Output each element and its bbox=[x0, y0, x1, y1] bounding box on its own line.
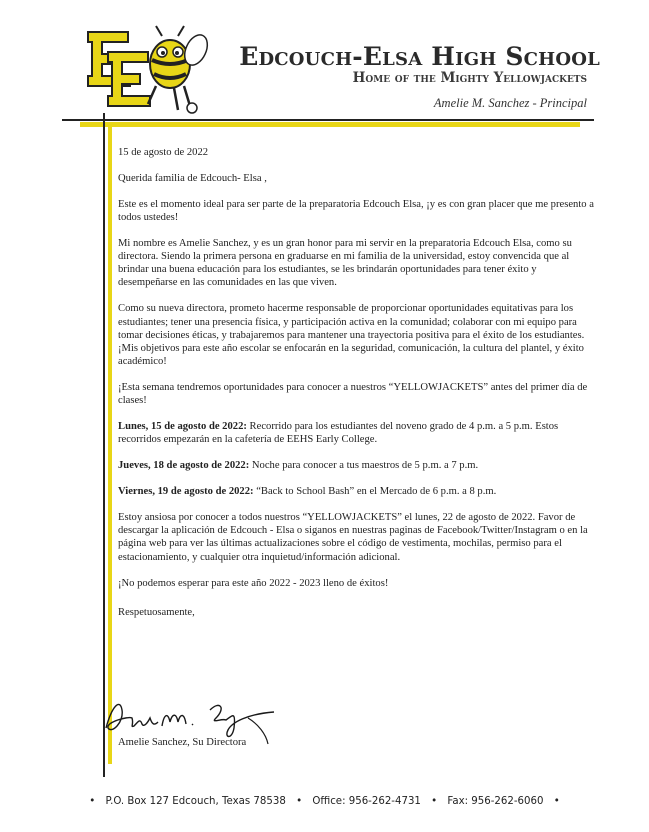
letter-paragraph: Estoy ansiosa por conocer a todos nuestros “YELLOWJACKETS” el lunes, 22 de agosto de 2022. Favor de descargar la aplicación de Edcouch - Elsa o siganos en nuestras paginas de Facebook/Twitter/Instagram o en la página web para ver las últimas actualizaciones sobre el código de vestimenta, mochilas, permiso para el estacionamiento, y cualquier otra inquietud/información adicional. bbox=[118, 512, 588, 563]
header-rule-dark bbox=[62, 119, 594, 121]
letter-paragraph: Como su nueva directora, prometo hacerme responsable de proporcionar oportunidades equitativas para los estudiantes; tener una presencia física, y participación activa en la comunidad; colaborar con mi equipo para tomar decisiones éticas, y trabajaremos para mantener una trayectoria positiva para el éxito de los estudiantes. ¡Mis objetivos para este año escolar se enfocarán en la seguridad, comunicación, la cultura del plantel, y éxito académico! bbox=[118, 303, 585, 368]
footer-fax: Fax: 956-262-6060 bbox=[447, 796, 544, 807]
event-item bbox=[118, 420, 596, 446]
bullet-icon: • bbox=[431, 796, 438, 807]
yellowjacket-mascot-icon bbox=[148, 26, 210, 113]
event-date: Lunes, 15 de agosto de 2022: bbox=[118, 421, 247, 433]
letter-paragraph: ¡No podemos esperar para este año 2022 - 2023 lleno de éxitos! bbox=[118, 577, 389, 589]
event-date: Jueves, 18 de agosto de 2022: bbox=[118, 460, 250, 472]
ee-monogram bbox=[88, 32, 150, 106]
school-tagline: Home of the Mighty Yellowjackets bbox=[352, 70, 587, 86]
header-rule-yellow bbox=[80, 122, 580, 127]
school-logo bbox=[82, 24, 210, 116]
side-rule-yellow bbox=[108, 124, 112, 764]
bullet-icon: • bbox=[553, 796, 560, 807]
side-rule-dark bbox=[103, 113, 105, 777]
signer-name: Amelie Sanchez, Su Directora bbox=[118, 737, 247, 748]
event-text: Noche para conocer a tus maestros de 5 p.m. a 7 p.m. bbox=[249, 460, 479, 472]
bullet-icon: • bbox=[296, 796, 303, 807]
letter-closing: Respetuosamente, bbox=[118, 606, 195, 618]
footer-contact bbox=[0, 796, 649, 807]
letter-paragraph: Mi nombre es Amelie Sanchez, y es un gran honor para mi servir en la preparatoria Edcouch Elsa, como su directora. Siendo la primera persona en graduarse en mi familia de la universidad, estoy convencida que al brindar una buena educación para los estudiantes, se les brindarán oportunidades para tener éxito y desempeñarse en las comunidades en las que viven. bbox=[118, 237, 572, 289]
school-name: Edcouch-Elsa High School bbox=[239, 42, 600, 71]
event-text: Recorrido para los estudiantes del noveno grado de 4 p.m. a 5 p.m. Estos recorridos empezarán en la cafetería de EEHS Early College. bbox=[118, 421, 559, 446]
letter-paragraph: ¡Esta semana tendremos oportunidades para conocer a nuestros “YELLOWJACKETS” antes del primer día de clases! bbox=[118, 382, 588, 407]
footer-office-phone: Office: 956-262-4731 bbox=[312, 796, 421, 807]
event-item bbox=[118, 485, 596, 498]
letter-greeting: Querida familia de Edcouch- Elsa , bbox=[118, 172, 267, 184]
letter-paragraph: Este es el momento ideal para ser parte de la preparatoria Edcouch Elsa, ¡y es con gran placer que me presento a todos ustedes! bbox=[118, 198, 594, 223]
event-item bbox=[118, 459, 596, 472]
bullet-icon: • bbox=[89, 796, 96, 807]
letter-body bbox=[118, 146, 596, 632]
event-date: Viernes, 19 de agosto de 2022: bbox=[118, 486, 254, 498]
principal-name: Amelie M. Sanchez - Principal bbox=[433, 96, 587, 110]
letter-date: 15 de agosto de 2022 bbox=[118, 147, 209, 158]
event-text: “Back to School Bash” en el Mercado de 6 p.m. a 8 p.m. bbox=[253, 486, 497, 498]
footer-address: P.O. Box 127 Edcouch, Texas 78538 bbox=[105, 796, 286, 807]
